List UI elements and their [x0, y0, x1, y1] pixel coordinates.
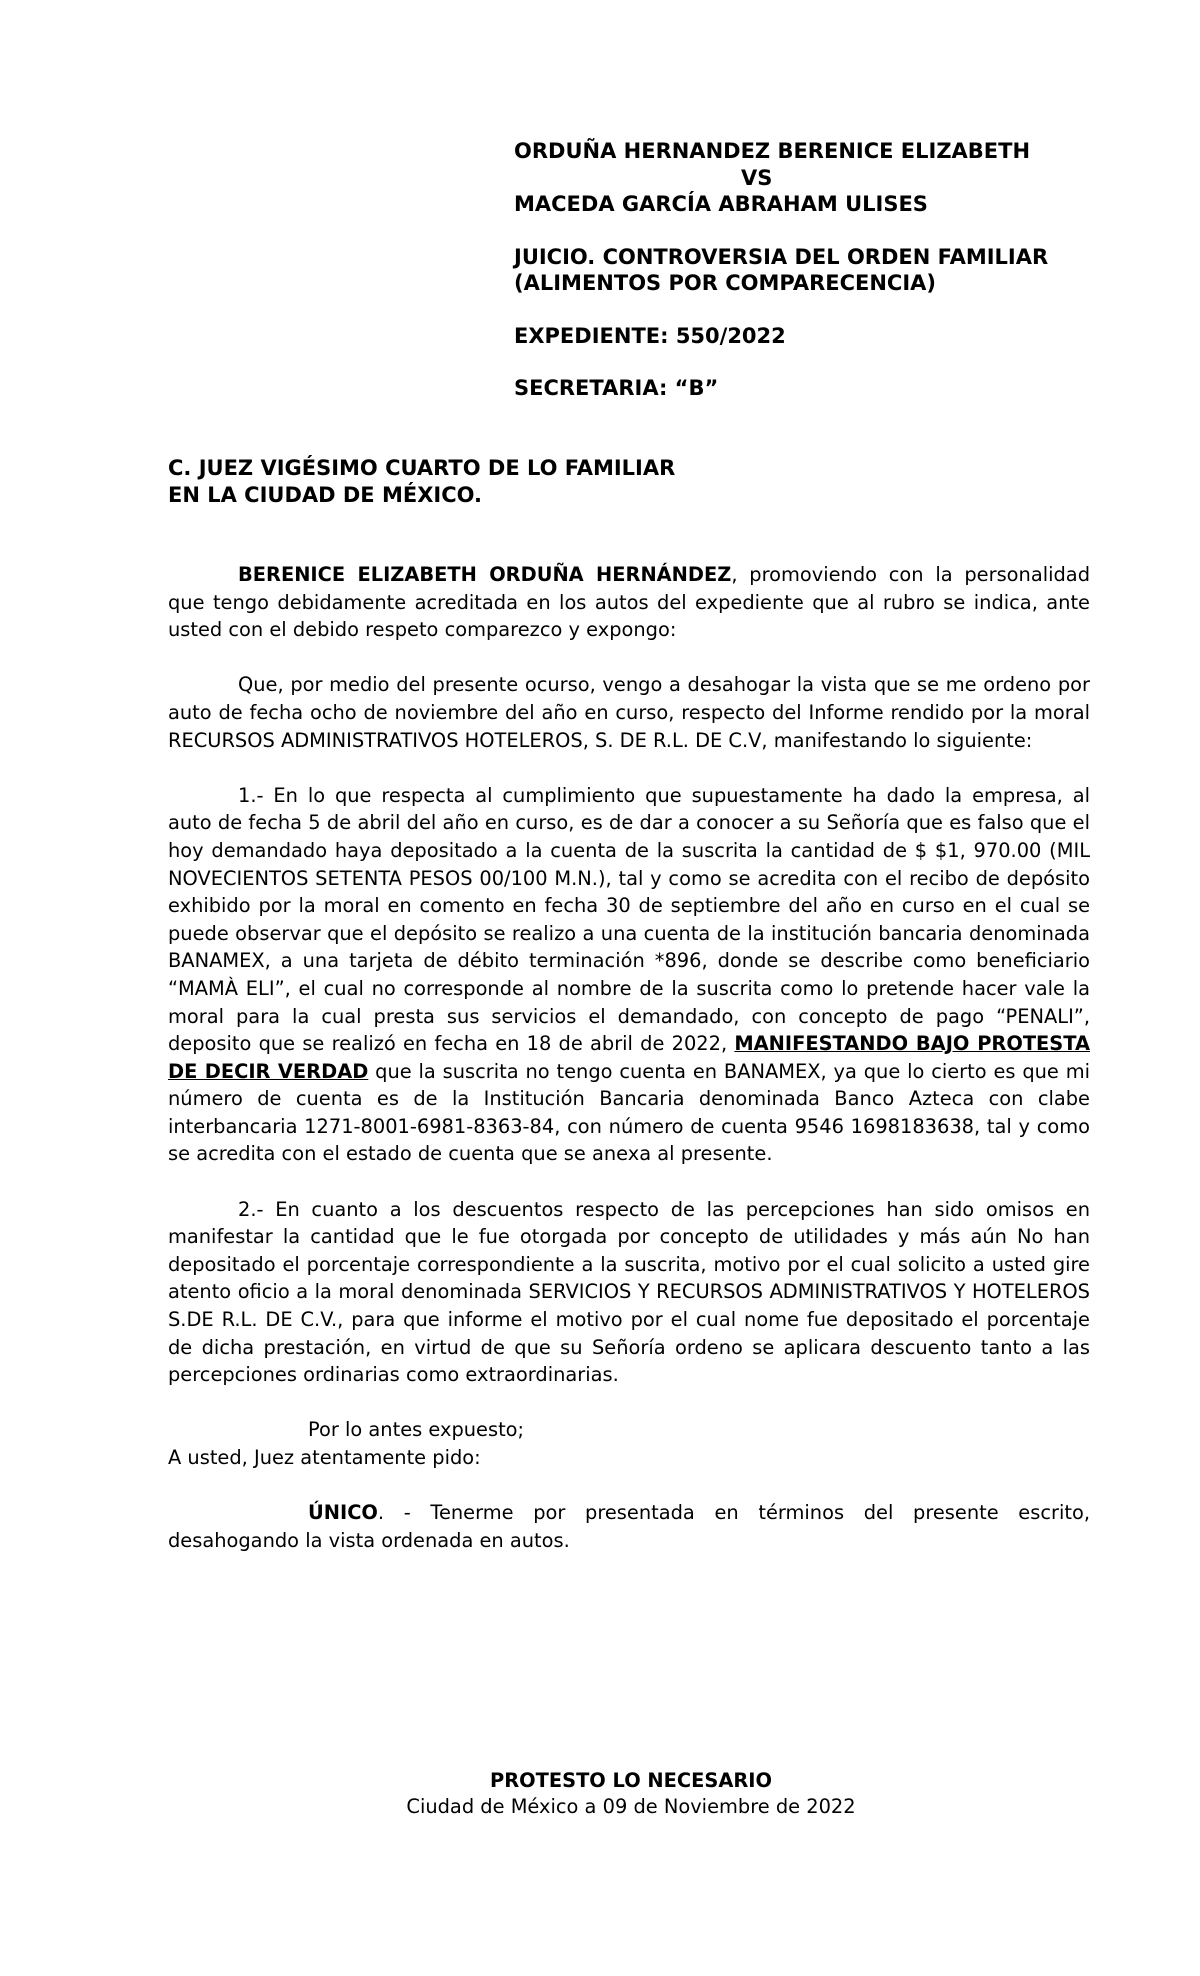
- unico-petition: ÚNICO. - Tenerme por presentada en términos del presente escrito, desahogando la vista ordenada en autos.: [168, 1501, 1090, 1552]
- signature-block: [0, 1768, 1200, 1820]
- trial-type-line-2: (ALIMENTOS POR COMPARECENCIA): [514, 271, 936, 295]
- trial-type-line-1: JUICIO. CONTROVERSIA DEL ORDEN FAMILIAR: [514, 244, 1049, 269]
- document-body: [168, 561, 1090, 1582]
- addressee-line-2: EN LA CIUDAD DE MÉXICO.: [168, 482, 482, 507]
- party-1: ORDUÑA HERNANDEZ BERENICE ELIZABETH: [514, 139, 1031, 163]
- petitioner-name: BERENICE ELIZABETH ORDUÑA HERNÁNDEZ: [238, 563, 732, 586]
- intro-paragraph: BERENICE ELIZABETH ORDUÑA HERNÁNDEZ, promoviendo con la personalidad que tengo debidamente acreditada en los autos del expediente que al rubro se indica, ante usted con el debido respeto comparezco y expongo:: [168, 563, 1090, 642]
- secretariat: SECRETARIA: “B”: [514, 376, 719, 400]
- party-2: MACEDA GARCÍA ABRAHAM ULISES: [514, 192, 928, 216]
- paragraph-purpose: Que, por medio del presente ocurso, vengo a desahogar la vista que se me ordeno por auto de fecha ocho de noviembre del año en curso, respecto del Informe rendido por la moral RECURSOS ADMINISTRATIVOS HOTELEROS, S. DE R.L. DE C.V, manifestando lo siguiente:: [168, 673, 1090, 752]
- case-number: EXPEDIENTE: 550/2022: [514, 323, 786, 348]
- point-1-paragraph: 1.- En lo que respecta al cumplimiento que supuestamente ha dado la empresa, al auto de fecha 5 de abril del año en curso, es de dar a conocer a su Señoría que es falso que el hoy demandado haya depositado a la cuenta de la suscrita la cantidad de $ $1, 970.00 (MIL NOVECIENTOS SETENTA PESOS 00/100 M.N.), tal y como se acredita con el recibo de depósito exhibido por la moral en comento en fecha 30 de septiembre del año en curso en el cual se puede observar que el depósito se realizo a una cuenta de la institución bancaria denominada BANAMEX, a una tarjeta de débito terminación *896, donde se describe como beneficiario “MAMÀ ELI”, el cual no corresponde al nombre de la suscrita como lo pretende hacer vale la moral para la cual presta sus servicios el demandado, con concepto de pago “PENALI”, deposito que se realizó en fecha en 18 de abril de 2022, MANIFESTANDO BAJO PROTESTA DE DECIR VERDAD que la suscrita no tengo cuenta en BANAMEX, ya que lo cierto es que mi número de cuenta es de la Institución Bancaria denominada Banco Azteca con clabe interbancaria 1271-8001-6981-8363-84, con número de cuenta 9546 1698183638, tal y como se acredita con el estado de cuenta que se anexa al presente.: [168, 783, 1090, 1166]
- protesto-heading: PROTESTO LO NECESARIO: [490, 1769, 772, 1792]
- unico-label: ÚNICO: [308, 1501, 378, 1525]
- point-2-paragraph: 2.- En cuanto a los descuentos respecto de las percepciones han sido omisos en manifestar la cantidad que le fue otorgada por concepto de utilidades y más aún No han depositado el porcentaje correspondiente a la suscrita, motivo por el cual solicito a usted gire atento oficio a la moral denominada SERVICIOS Y RECURSOS ADMINISTRATIVOS Y HOTELEROS S.DE R.L. DE C.V., para que informe el motivo por el cual nome fue depositado el porcentaje de dicha prestación, en virtud de que su Señoría ordeno se aplicara descuento tanto a las percepciones ordinarias como extraordinarias.: [168, 1197, 1090, 1387]
- closing-request: [168, 1416, 1090, 1471]
- addressee: [168, 455, 768, 508]
- addressee-line-1: C. JUEZ VIGÉSIMO CUARTO DE LO FAMILIAR: [168, 456, 676, 480]
- versus-label: VS: [741, 165, 773, 190]
- case-header: [514, 138, 1114, 402]
- closing-line-2: A usted, Juez atentamente pido:: [168, 1446, 481, 1469]
- protest-statement: MANIFESTANDO BAJO PROTESTA DE DECIR VERDAD: [168, 1032, 1090, 1083]
- place-and-date: Ciudad de México a 09 de Noviembre de 2022: [406, 1795, 856, 1818]
- closing-line-1: Por lo antes expuesto;: [308, 1418, 525, 1442]
